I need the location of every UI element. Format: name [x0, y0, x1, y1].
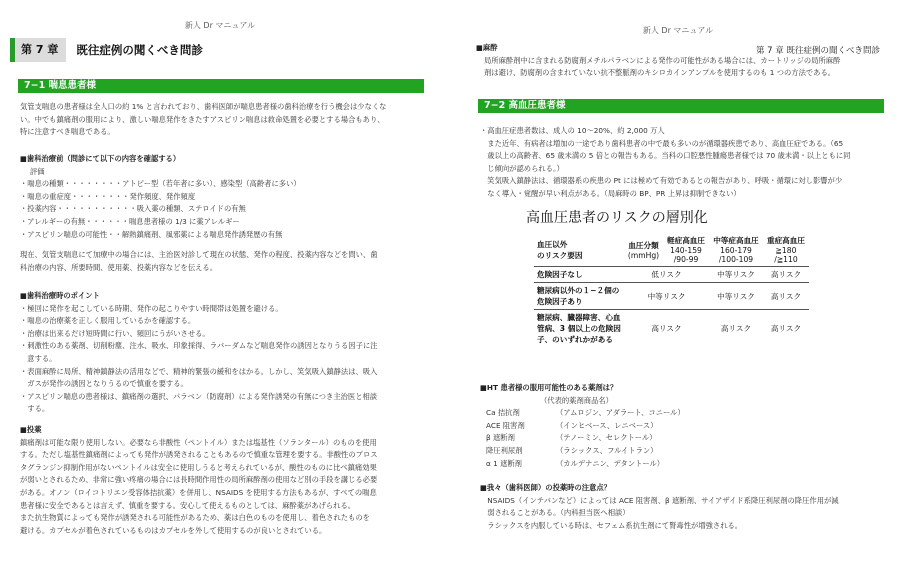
- row-label: 糖尿病以外の１−２個の危険因子あり: [534, 283, 624, 310]
- anesthesia-heading: ■麻酔: [476, 43, 498, 52]
- ht-drugs-heading: ■HT 患者様の服用可能性のある薬剤は？: [480, 383, 618, 392]
- evaluation-item: ・喘息の重症度・・・・・・・・発作頻度、発作頻度: [20, 191, 196, 201]
- point-item: ・極回に発作を起こしている時期、発作の起こりやすい時間帯は処置を避ける。: [20, 303, 283, 313]
- pre-treatment-block: [20, 153, 301, 241]
- dosing-caution-block: ■我々（歯科医師）の投薬時の注意点？ NSAIDS（インテバンなど）によっては ACE 阻害剤、β 遮断剤、サイアザイド系降圧利尿剤の降圧作用が減 弱されることがある。（内科担当医へ相談） ラシックスを内服している時は、セフェム系抗生剤にて腎毒性が増強される。: [480, 483, 839, 530]
- point-item: ・アスピリン喘息の患者様は、鎮痛剤の選択、パラベン（防腐剤）による発作誘発の有無につき主治医と相談: [20, 391, 378, 401]
- right-page: [458, 0, 898, 580]
- risk-cell: 中等リスク: [624, 283, 709, 310]
- point-item: ・治療は出来るだけ短時間に行い、頻回にうがいさせる。: [20, 328, 210, 338]
- pre-treatment-heading: ■歯科治療前（問診にて以下の内容を確認する）: [20, 154, 181, 163]
- risk-cell: 高リスク: [763, 310, 809, 348]
- point-item: ・表面麻酔に局所、精神鎮静法の活用などで、精神的緊張の緩和をはかる。しかし、笑気吸入鎮静法は、吸入: [20, 366, 378, 376]
- table-row: [534, 310, 809, 348]
- running-header: 新人 Dr マニュアル: [184, 21, 256, 30]
- chapter-title: 既往症例の聞くべき問診: [76, 43, 203, 57]
- risk-cell: 低リスク: [624, 267, 709, 283]
- chapter-heading: [10, 38, 410, 62]
- header-cell-severe: 重症高血圧 ≧180 /≧110: [767, 236, 805, 264]
- medication-block: ■投薬 鎮痛剤は可能な限り使用しない。必要なら非酸性（ペントイル）または塩基性（ソランタール）のものを使用 する。ただし塩基性鎮痛剤によっても発作が誘発されることもあるので慎重な管理を要する。非酸性のプロス タグランジン抑制作用がないペントイルは安全に使用しうると考えられているが、酸性のものに比べ鎮痛効果 が弱いとされるため、非常に強い疼痛の場合には長時間作用性の局所麻酔剤の使用など別の手段を講じる必要 がある。オノン（ロイコトリエン受容体拮抗薬）を併用し、NSAIDS を使用する方法もあるが、すべての喘息 患者様に安全であるとは言えず、慎重を要する。安心して使えるものとしては、麻酔薬があげられる。 また抗生物質によっても発作が誘発される可能性があるため、薬は白色のものを使用し、着色されたものを 避ける。カプセルが着色されているものはカプセルを外して使用するのが良いとされている。: [20, 425, 378, 535]
- table-header-row: [534, 233, 809, 267]
- ht-drugs-subheading: （代表的薬剤商品名）: [540, 395, 613, 405]
- drug-row: ACE 阻害剤 （インヒベース、レニベース）: [486, 420, 658, 430]
- running-header: 新人 Dr マニュアル: [642, 26, 714, 35]
- row-label: 危険因子なし: [534, 267, 624, 283]
- ht-drugs-block: [480, 382, 685, 470]
- risk-cell: 高リスク: [624, 310, 709, 348]
- treatment-points-heading: ■歯科治療時のポイント: [20, 291, 100, 300]
- consultation-paragraph: 現在、気管支喘息にて加療中の場合には、主治医対診して現在の状態、発作の程度、投薬内容などを問い、歯 科治療の内容、所要時間、使用薬、投薬内容などを伝える。: [20, 250, 378, 272]
- table-row: [534, 267, 809, 283]
- evaluation-item: ・投薬内容・・・・・・・・・・・吸入薬の種類、ステロイドの有無: [20, 204, 246, 214]
- point-item: ・喘息の治療薬を正しく服用しているかを確認する。: [20, 316, 196, 326]
- chapter-number: 第 7 章: [15, 38, 66, 62]
- drug-row: α 1 遮断剤 （カルデナニン、デタントール）: [486, 458, 665, 468]
- risk-cell: 高リスク: [763, 267, 809, 283]
- evaluation-item: ・アスピリン喘息の可能性・・解熱鎮痛剤、風邪薬による喘息発作誘発歴の有無: [20, 229, 283, 239]
- chapter-reference: 第 7 章 既往症例の聞くべき問診: [755, 46, 880, 56]
- point-item: する。: [20, 404, 50, 414]
- risk-cell: 中等リスク: [709, 267, 763, 283]
- section-heading-hypertension: 7−2 高血圧患者様: [478, 99, 884, 113]
- evaluation-label: 評価: [30, 166, 45, 176]
- hypertension-paragraph: ・高血圧症患者数は、成人の 10〜20%、約 2,000 万人 また近年、有病者は増加の一途であり歯科患者の中で最も多いのが循環器疾患であり、高血圧症である。（65 歳以上の高齢者、65 歳未満の 5 倍との報告もある。当科の口腔悪性腫瘍患者様では 70 歳未満・以上ともに同 じ傾向が認められる。） 笑気吸入鎮静法は、循環器系の疾患の Pt には極めて有効であるとの報告があり、呼吸・循環に対し影響が少 なく導入・覚醒が早い利点がある。（局麻時の BP、PR 上昇は抑制できない）: [480, 126, 851, 198]
- anesthesia-block: ■麻酔 局所麻酔剤中に含まれる防腐剤メチルパラベンによる発作の可能性がある場合には、カートリッジの局所麻酔 剤は避け、防腐剤の含まれていない抗不整脈剤のキシロカインアンプルを使用するのも 1 つの方法である。: [476, 43, 841, 78]
- drug-row: 降圧利尿剤 （ラシックス、フルイトラン）: [486, 445, 658, 455]
- section-heading-asthma: 7−1 喘息患者様: [18, 79, 424, 93]
- risk-cell: 中等リスク: [709, 283, 763, 310]
- left-page: [0, 0, 440, 580]
- row-label: 糖尿病、臓器障害、心血管病、3 個以上の危険因子、のいずれかがある: [534, 310, 624, 348]
- dosing-caution-heading: ■我々（歯科医師）の投薬時の注意点？: [480, 483, 611, 492]
- header-cell-moderate: 中等症高血圧 160-179 /100-109: [713, 236, 759, 264]
- header-cell-risk-factor: 血圧以外 のリスク要因: [537, 239, 583, 260]
- table-row: [534, 283, 809, 310]
- drug-row: β 遮断剤 （テノーミン、セレクトール）: [486, 433, 657, 443]
- intro-paragraph: 気管支喘息の患者様は全人口の約 1% と言われており、歯科医師が喘息患者様の歯科治療を行う機会は少なくな い。中でも鎮痛剤の服用により、激しい喘息発作をきたすアスピリン喘息は救命処置を必要とする場合もあり、 特に注意すべき喘息である。: [20, 102, 387, 137]
- point-item: ガスが発作の誘因となりうるので慎重を要する。: [20, 379, 188, 389]
- point-item: 意する。: [20, 353, 57, 363]
- medication-heading: ■投薬: [20, 425, 42, 434]
- header-cell-mild: 軽症高血圧 140-159 /90-99: [667, 236, 705, 264]
- header-cell-bp-class: 血圧分類 (mmHg): [627, 240, 660, 260]
- evaluation-item: ・喘息の種類・・・・・・・・アトピー型（若年者に多い）、感染型（高齢者に多い）: [20, 179, 301, 189]
- drug-row: Ca 拮抗剤 （アムロジン、アダラート、コニール）: [486, 408, 685, 418]
- point-item: ・刺激性のある薬剤、切削粉塵、注水、吸水、印象採得、ラバーダムなど喘息発作の誘因となりうる因子に注: [20, 341, 378, 351]
- risk-stratification-table: [534, 233, 809, 347]
- risk-cell: 高リスク: [709, 310, 763, 348]
- risk-cell: 高リスク: [763, 283, 809, 310]
- evaluation-item: ・アレルギーの有無・・・・・・喘息患者様の 1/3 に薬アレルギー: [20, 216, 240, 226]
- risk-chart-title: 高血圧患者のリスクの層別化: [526, 210, 708, 226]
- treatment-points-block: [20, 290, 378, 416]
